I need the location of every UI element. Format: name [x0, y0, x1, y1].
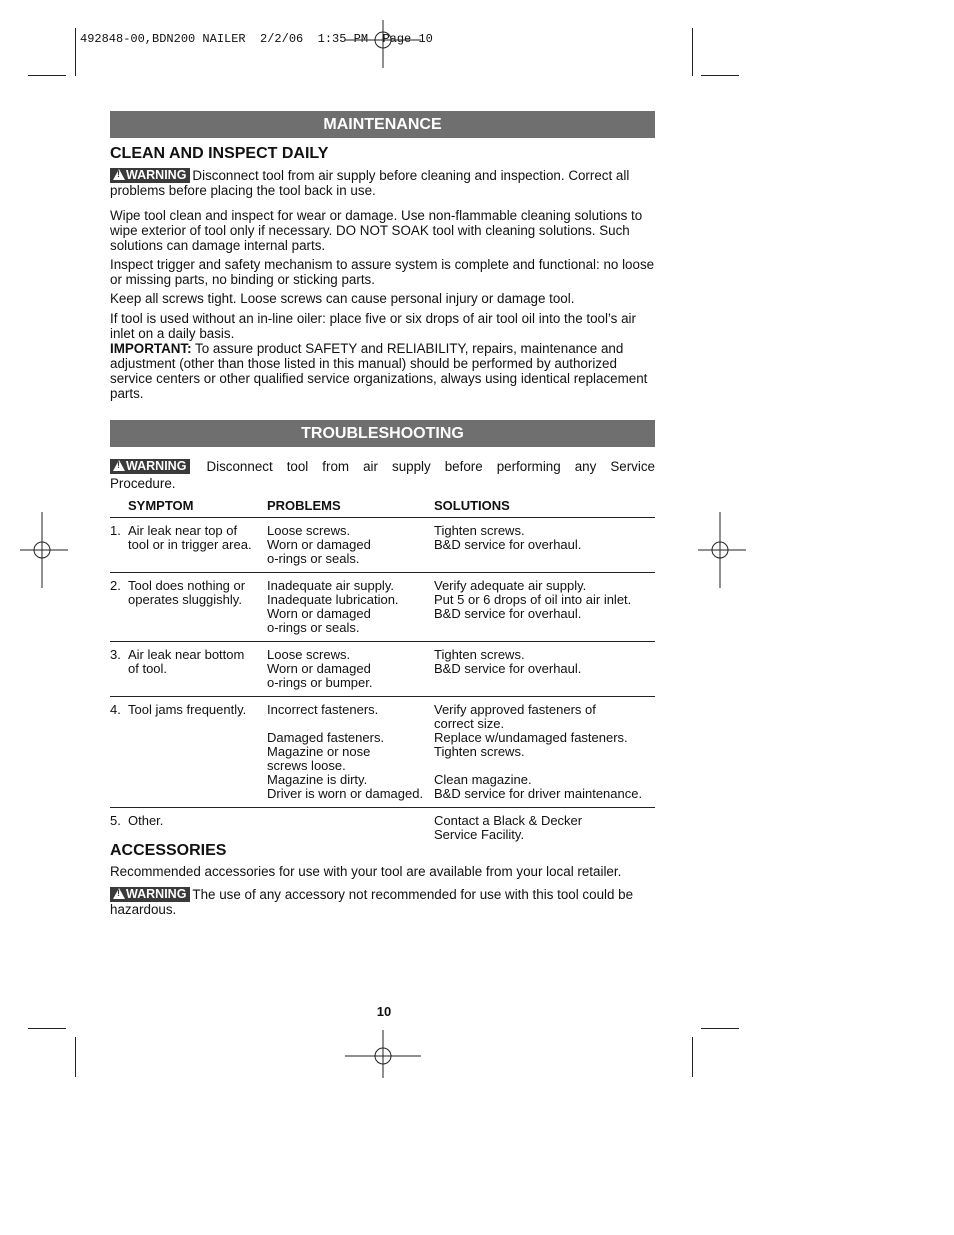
solutions-cell-line: Put 5 or 6 drops of oil into air inlet. — [434, 592, 632, 607]
symptom-cell-line: Air leak near bottom — [128, 647, 245, 662]
problems-cell-line: o-rings or seals. — [267, 620, 360, 635]
problems-cell-line: Worn or damaged — [267, 606, 371, 621]
solutions-cell — [434, 573, 655, 642]
row-number: 2. — [110, 573, 128, 642]
crop-mark-top-left-h — [28, 75, 66, 76]
header-symptom: SYMPTOM — [128, 499, 267, 518]
warning-label: WARNING — [126, 168, 187, 182]
crop-mark-bottom-left-v — [75, 1037, 76, 1077]
crop-mark-top-left-v — [75, 28, 76, 76]
problems-cell-line: o-rings or bumper. — [267, 675, 373, 690]
crop-mark-bottom-right-h — [701, 1028, 739, 1029]
symptom-cell — [128, 642, 267, 697]
crop-mark-top-right-v — [692, 28, 693, 76]
problems-cell — [267, 808, 434, 849]
symptom-cell — [128, 697, 267, 808]
problems-cell-line: o-rings or seals. — [267, 551, 360, 566]
problems-cell-line: Loose screws. — [267, 647, 351, 662]
maintenance-warning-text: Disconnect tool from air supply before cleaning and inspection. Correct all problems before placing the tool back in use. — [110, 168, 630, 198]
warning-badge — [110, 459, 190, 474]
row-number: 4. — [110, 697, 128, 808]
troubleshooting-warning-text: Disconnect tool from air supply before performing any Service — [206, 459, 655, 474]
table-row — [110, 573, 655, 642]
warning-triangle-icon — [113, 169, 125, 180]
problems-cell-line: Magazine is dirty. — [267, 772, 368, 787]
table-header-row — [110, 499, 655, 518]
solutions-cell-line: B&D service for overhaul. — [434, 661, 582, 676]
maintenance-important — [110, 341, 655, 401]
problems-cell-line — [267, 717, 434, 731]
row-number: 3. — [110, 642, 128, 697]
warning-badge — [110, 887, 190, 902]
solutions-cell-line: Tighten screws. — [434, 523, 525, 538]
problems-cell-line: Magazine or nose — [267, 744, 371, 759]
maintenance-warning — [110, 168, 655, 198]
solutions-cell-line — [434, 759, 655, 773]
solutions-cell-line: Replace w/undamaged fasteners. — [434, 730, 628, 745]
solutions-cell — [434, 642, 655, 697]
maintenance-paragraph-1: Wipe tool clean and inspect for wear or damage. Use non-flammable cleaning solutions to wipe exterior of tool only if necessary. DO NOT SOAK tool with cleaning solutions. Such solutions can damage internal parts. — [110, 208, 643, 253]
accessories-text: Recommended accessories for use with your tool are available from your local retailer. — [110, 864, 622, 879]
symptom-cell-line: of tool. — [128, 661, 168, 676]
problems-cell-line: Damaged fasteners. — [267, 730, 385, 745]
troubleshooting-warning — [110, 459, 655, 491]
problems-cell — [267, 573, 434, 642]
warning-badge — [110, 168, 190, 183]
table-row — [110, 697, 655, 808]
solutions-cell-line: Verify approved fasteners of — [434, 702, 596, 717]
solutions-cell-line: Contact a Black & Decker — [434, 813, 583, 828]
registration-mark-bottom — [345, 1030, 421, 1078]
important-label: IMPORTANT: — [110, 341, 192, 356]
symptom-cell-line: operates sluggishly. — [128, 592, 242, 607]
solutions-cell-line: correct size. — [434, 716, 505, 731]
solutions-cell — [434, 808, 655, 849]
registration-mark-left — [20, 512, 68, 588]
solutions-cell-line: Service Facility. — [434, 827, 525, 842]
troubleshooting-table-body — [110, 518, 655, 849]
maintenance-paragraph-4: If tool is used without an in-line oiler: place five or six drops of air tool oil into the tool’s air inlet on a daily basis. — [110, 311, 636, 341]
symptom-cell-line: Other. — [128, 813, 164, 828]
row-number: 5. — [110, 813, 121, 828]
problems-cell-line: Worn or damaged — [267, 537, 371, 552]
solutions-cell-line: B&D service for overhaul. — [434, 537, 582, 552]
table-row — [110, 518, 655, 573]
maintenance-paragraph-3: Keep all screws tight. Loose screws can cause personal injury or damage tool. — [110, 291, 575, 306]
maintenance-section-bar: MAINTENANCE — [110, 111, 655, 138]
solutions-cell-line: Tighten screws. — [434, 647, 525, 662]
symptom-cell-line: tool or in trigger area. — [128, 537, 252, 552]
problems-cell-line: Incorrect fasteners. — [267, 702, 379, 717]
header-problems: PROBLEMS — [267, 499, 434, 518]
solutions-cell-line: Clean magazine. — [434, 772, 532, 787]
registration-mark-top — [345, 20, 421, 68]
symptom-cell-line: Tool jams frequently. — [128, 702, 247, 717]
solutions-cell-line: B&D service for overhaul. — [434, 606, 582, 621]
symptom-cell — [128, 573, 267, 642]
problems-cell-line: Inadequate lubrication. — [267, 592, 399, 607]
troubleshooting-section-bar: TROUBLESHOOTING — [110, 420, 655, 447]
solutions-cell — [434, 518, 655, 573]
accessories-warning — [110, 887, 655, 917]
problems-cell — [267, 697, 434, 808]
solutions-cell — [434, 697, 655, 808]
solutions-cell-line: Verify adequate air supply. — [434, 578, 587, 593]
problems-cell-line: Worn or damaged — [267, 661, 371, 676]
problems-cell-line: Inadequate air supply. — [267, 578, 394, 593]
warning-triangle-icon — [113, 460, 125, 471]
problems-cell — [267, 518, 434, 573]
accessories-heading: ACCESSORIES — [110, 842, 227, 859]
problems-cell-line: Driver is worn or damaged. — [267, 786, 424, 801]
clean-inspect-heading: CLEAN AND INSPECT DAILY — [110, 145, 329, 162]
troubleshooting-warning-line2: Procedure. — [110, 476, 176, 491]
symptom-cell — [128, 518, 267, 573]
table-row — [110, 642, 655, 697]
solutions-cell-line: Tighten screws. — [434, 744, 525, 759]
problems-cell — [267, 642, 434, 697]
problems-cell-line: Loose screws. — [267, 523, 351, 538]
symptom-cell-line: Air leak near top of — [128, 523, 238, 538]
print-slug: 492848-00,BDN200 NAILER 2/2/06 1:35 PM Page 10 — [80, 32, 433, 46]
registration-mark-right — [698, 512, 746, 588]
header-solutions: SOLUTIONS — [434, 499, 655, 518]
accessories-warning-text: The use of any accessory not recommended for use with this tool could be hazardous. — [110, 887, 634, 917]
warning-label: WARNING — [126, 459, 187, 473]
symptom-cell-line: Tool does nothing or — [128, 578, 246, 593]
troubleshooting-warning-line1 — [110, 459, 655, 474]
crop-mark-bottom-right-v — [692, 1037, 693, 1077]
page-number: 10 — [376, 1004, 392, 1019]
crop-mark-top-right-h — [701, 75, 739, 76]
important-text: To assure product SAFETY and RELIABILITY, repairs, maintenance and adjustment (other than those listed in this manual) should be performed by authorized service centers or other qualified service organizations, always using identical replacement parts. — [110, 341, 648, 401]
maintenance-paragraph-2: Inspect trigger and safety mechanism to assure system is complete and functional: no loose or missing parts, no binding or sticking parts. — [110, 257, 655, 287]
warning-label: WARNING — [126, 887, 187, 901]
troubleshooting-table — [110, 499, 655, 848]
solutions-cell-line: B&D service for driver maintenance. — [434, 786, 643, 801]
row-number: 1. — [110, 518, 128, 573]
problems-cell-line: screws loose. — [267, 758, 346, 773]
crop-mark-bottom-left-h — [28, 1028, 66, 1029]
warning-triangle-icon — [113, 888, 125, 899]
